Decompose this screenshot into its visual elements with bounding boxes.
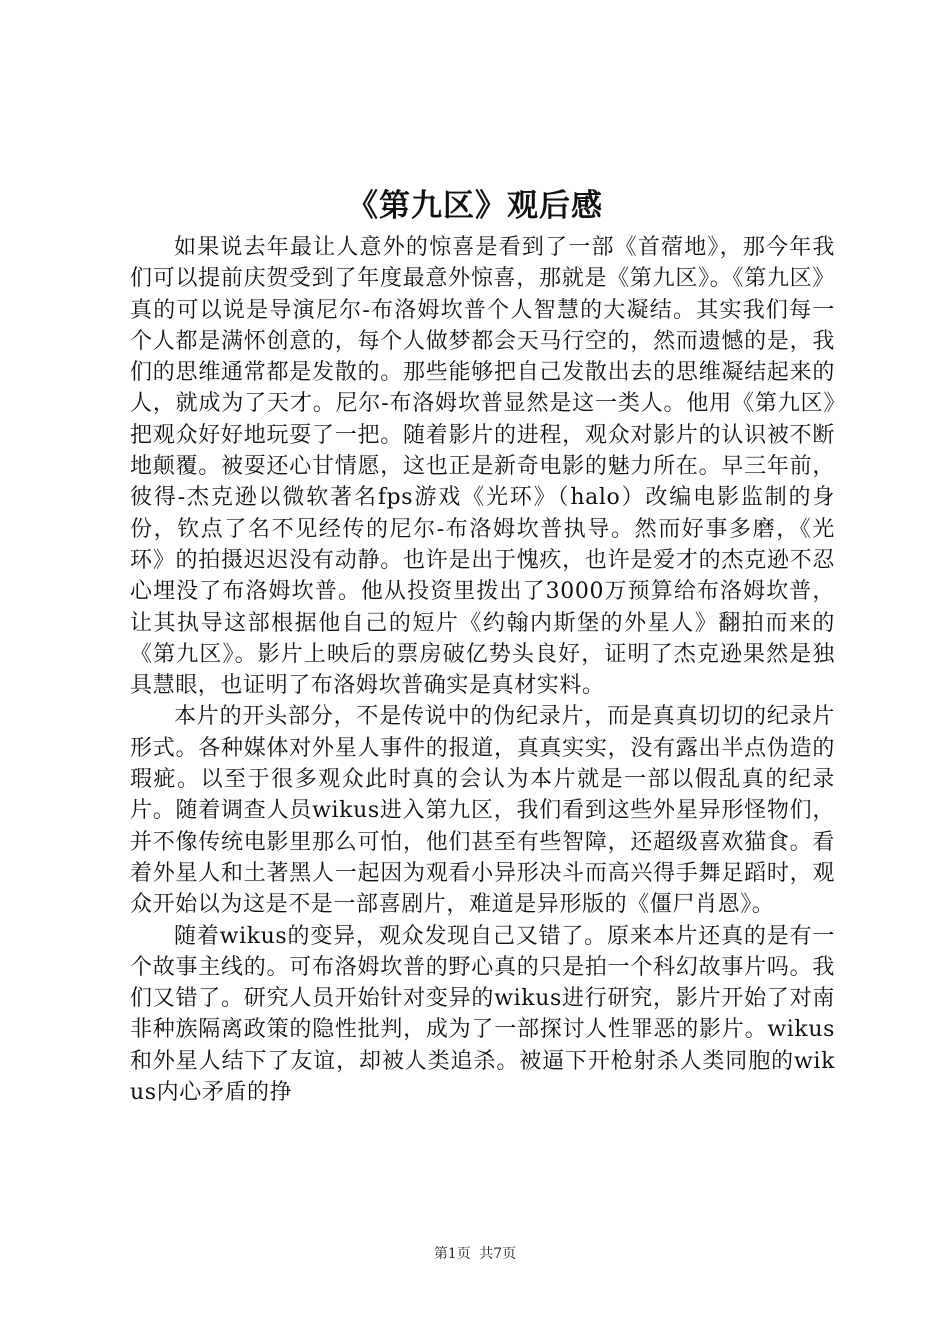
- paragraph-1: 如果说去年最让人意外的惊喜是看到了一部《首蓿地》，那今年我们可以提前庆贺受到了年度最意外惊喜，那就是《第九区》。《第九区》真的可以说是导演尼尔-布洛姆坎普个人智慧的大凝结。其实我们每一个人都是满怀创意的，每个人做梦都会天马行空的，然而遗憾的是，我们的思维通常都是发散的。那些能够把自己发散出去的思维凝结起来的人，就成为了天才。尼尔-布洛姆坎普显然是这一类人。他用《第九区》把观众好好地玩耍了一把。随着影片的进程，观众对影片的认识被不断地颠覆。被耍还心甘情愿，这也正是新奇电影的魅力所在。早三年前，彼得-杰克逊以微软著名fps游戏《光环》（halo）改编电影监制的身份，钦点了名不见经传的尼尔-布洛姆坎普执导。然而好事多磨，《光环》的拍摄迟迟没有动静。也许是出于愧疚，也许是爱才的杰克逊不忍心埋没了布洛姆坎普。他从投资里拨出了3000万预算给布洛姆坎普，让其执导这部根据他自己的短片《约翰内斯堡的外星人》翻拍而来的《第九区》。影片上映后的票房破亿势头良好，证明了杰克逊果然是独具慧眼，也证明了布洛姆坎普确实是真材实料。: [130, 235, 835, 699]
- page-number: 第1页: [433, 1246, 471, 1262]
- paragraph-2: 本片的开头部分，不是传说中的伪纪录片，而是真真切切的纪录片形式。各种媒体对外星人事件的报道，真真实实，没有露出半点伪造的瑕疵。以至于很多观众此时真的会认为本片就是一部以假乱真的纪录片。随着调查人员wikus进入第九区，我们看到这些外星异形怪物们，并不像传统电影里那么可怕，他们甚至有些智障，还超级喜欢猫食。看着外星人和土著黑人一起因为观看小异形决斗而高兴得手舞足蹈时，观众开始以为这是不是一部喜剧片，难道是异形版的《僵尸肖恩》。: [130, 704, 835, 918]
- document-body: [130, 232, 835, 1108]
- page-footer: [0, 1244, 950, 1264]
- page-total: 共7页: [479, 1246, 517, 1262]
- document-title: 《第九区》观后感: [347, 188, 603, 224]
- paragraph-3: 随着wikus的变异，观众发现自己又错了。原来本片还真的是有一个故事主线的。可布洛姆坎普的野心真的只是拍一个科幻故事片吗。我们又错了。研究人员开始针对变异的wikus进行研究，影片开始了对南非种族隔离政策的隐性批判，成为了一部探讨人性罪恶的影片。wikus和外星人结下了友谊，却被人类追杀。被逼下开枪射杀人类同胞的wikus内心矛盾的挣: [130, 923, 835, 1106]
